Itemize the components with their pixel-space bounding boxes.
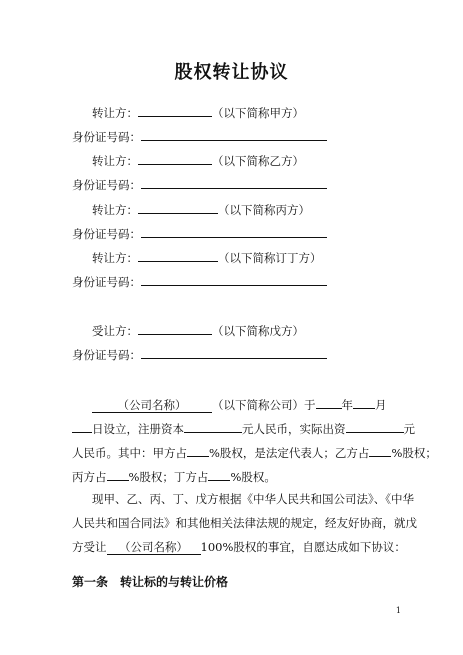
company-para-text7: %股权； (391, 446, 437, 460)
party-3-label: 转让方： (92, 203, 138, 217)
agreement-line-3 (72, 540, 406, 555)
month-label: 月 (375, 398, 387, 412)
agreement-line-1: 现甲、乙、丙、丁、戊方根据《中华人民共和国公司法》、《中华 (92, 492, 414, 506)
party-3-name-blank[interactable] (138, 201, 218, 214)
party-1-name-blank[interactable] (138, 104, 212, 117)
party-4-name-blank[interactable] (138, 249, 218, 262)
company-para-line-4 (72, 468, 276, 484)
transferee-suffix: （以下简称戊方） (212, 324, 304, 338)
company-para-line-3 (72, 444, 437, 460)
party-d-share-blank[interactable] (208, 468, 230, 481)
agreement-line-2: 人民共和国合同法》和其他相关法律法规的规定，经友好协商，就戊 (72, 516, 417, 530)
party-1-row (92, 104, 304, 120)
party-4-id-label: 身份证号码： (72, 275, 141, 289)
document-title: 股权转让协议 (174, 62, 289, 83)
party-b-share-blank[interactable] (369, 444, 391, 457)
party-4-id-blank[interactable] (141, 273, 327, 286)
company-para-line-2 (72, 420, 415, 436)
party-c-share-blank[interactable] (107, 468, 129, 481)
party-2-label: 转让方： (92, 154, 138, 168)
party-2-name-blank[interactable] (138, 152, 212, 165)
year-label: 年 (341, 398, 353, 412)
company-para-text2: 日设立，注册资本 (92, 422, 184, 436)
party-2-id-row (72, 176, 327, 192)
party-3-id-label: 身份证号码： (72, 227, 141, 241)
party-4-id-row (72, 273, 327, 289)
paid-capital-blank[interactable] (346, 420, 404, 433)
transferee-row (92, 322, 304, 338)
agreement-company-name-blank[interactable]: （公司名称） (107, 540, 201, 555)
company-para-text5: 人民币。其中：甲方占 (72, 446, 187, 460)
party-3-id-row (72, 225, 327, 241)
party-1-suffix: （以下简称甲方） (212, 106, 304, 120)
agreement-line-3a: 方受让 (72, 540, 107, 554)
company-para-text10: %股权。 (230, 470, 276, 484)
party-3-id-blank[interactable] (141, 225, 327, 238)
day-blank[interactable] (72, 420, 92, 433)
party-1-label: 转让方： (92, 106, 138, 120)
party-2-suffix: （以下简称乙方） (212, 154, 304, 168)
transferee-id-blank[interactable] (141, 346, 327, 359)
company-para-text1: （以下简称公司）于 (212, 398, 316, 412)
transferee-id-label: 身份证号码： (72, 348, 141, 362)
year-blank[interactable] (316, 396, 342, 409)
party-4-label: 转让方： (92, 251, 138, 265)
party-1-id-row (72, 128, 327, 144)
company-para-text6: %股权，是法定代表人；乙方占 (209, 446, 370, 460)
party-a-share-blank[interactable] (187, 444, 209, 457)
company-para-text8: 丙方占 (72, 470, 107, 484)
article-1-heading: 第一条 转让标的与转让价格 (72, 575, 229, 589)
company-para-text9: %股权；丁方占 (128, 470, 209, 484)
month-blank[interactable] (353, 396, 375, 409)
party-1-id-label: 身份证号码： (72, 130, 141, 144)
agreement-line-3b: 100%股权的事宜，自愿达成如下协议： (200, 540, 406, 554)
party-3-suffix: （以下简称丙方） (218, 203, 310, 217)
transferee-id-row (72, 346, 327, 362)
party-3-row (92, 201, 310, 217)
company-para-line-1 (92, 396, 387, 413)
company-para-text4: 元 (403, 422, 415, 436)
party-4-suffix: （以下简称订丁方） (218, 251, 322, 265)
company-para-text3: 元人民币，实际出资 (242, 422, 346, 436)
transferee-label: 受让方： (92, 324, 138, 338)
page-number: 1 (395, 606, 401, 615)
party-2-id-label: 身份证号码： (72, 178, 141, 192)
party-1-id-blank[interactable] (141, 128, 327, 141)
party-4-row (92, 249, 322, 265)
party-2-row (92, 152, 304, 168)
registered-capital-blank[interactable] (184, 420, 242, 433)
transferee-name-blank[interactable] (138, 322, 212, 335)
party-2-id-blank[interactable] (141, 176, 327, 189)
company-name-blank[interactable]: （公司名称） (92, 398, 212, 413)
